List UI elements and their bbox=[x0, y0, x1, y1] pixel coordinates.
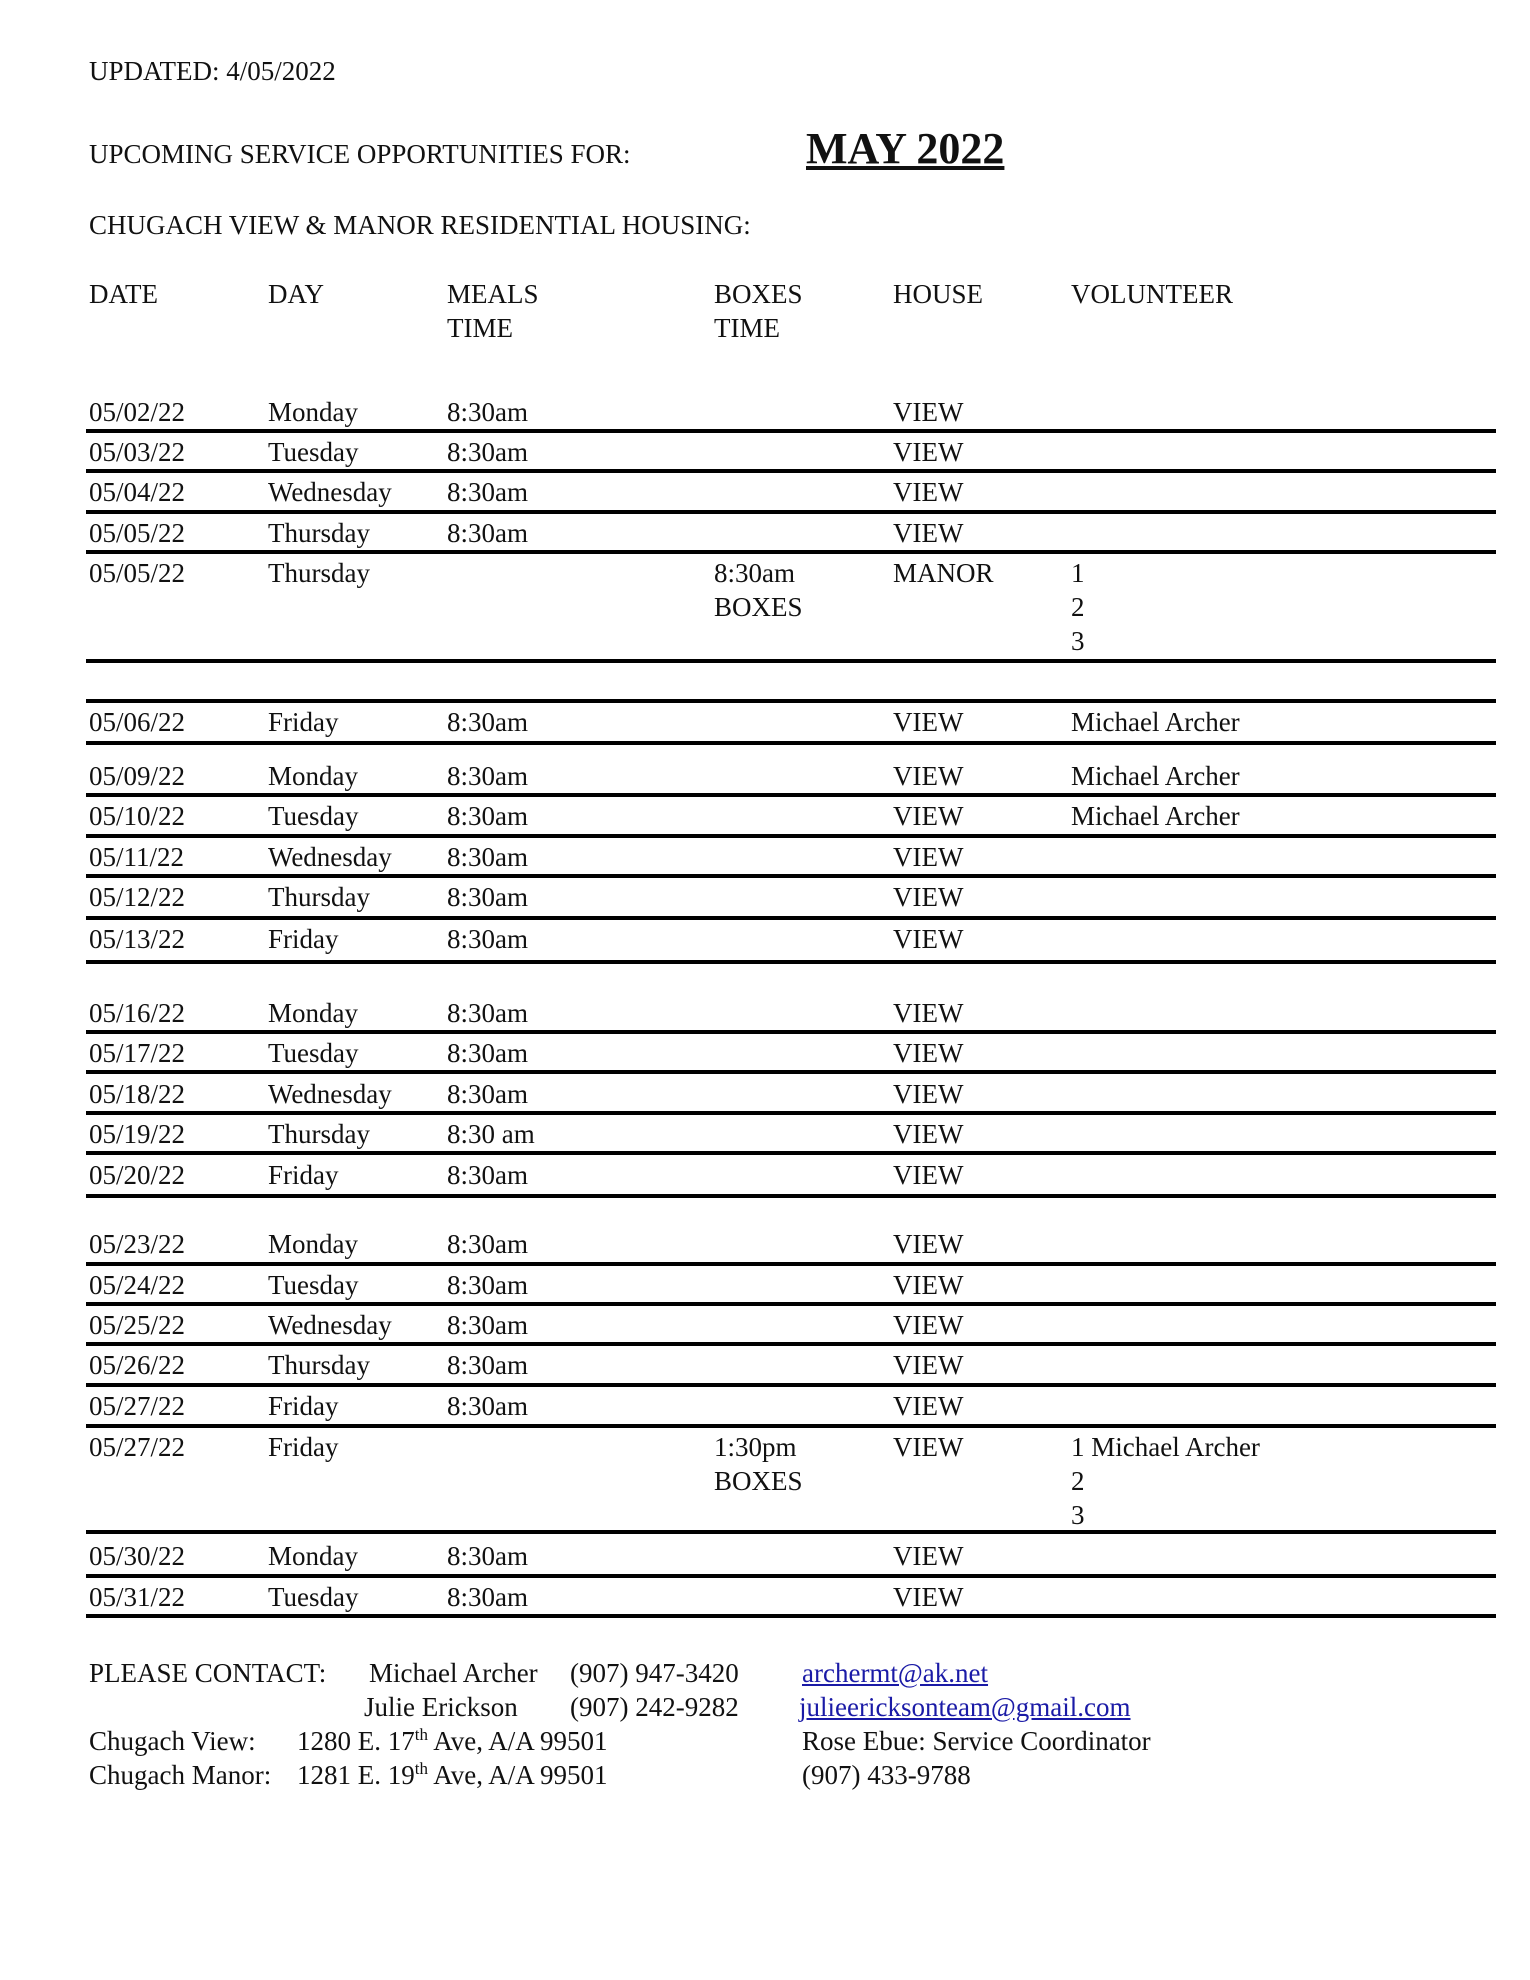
row-divider bbox=[86, 429, 1496, 433]
row-date: 05/16/22 bbox=[89, 998, 186, 1028]
updated-date: UPDATED: 4/05/2022 bbox=[89, 56, 336, 86]
header-date: DATE bbox=[89, 279, 158, 309]
row-house: VIEW bbox=[893, 1160, 964, 1190]
row-house: VIEW bbox=[893, 1432, 964, 1462]
row-day: Thursday bbox=[268, 558, 370, 588]
row-day: Monday bbox=[268, 397, 358, 427]
contact-label: PLEASE CONTACT: bbox=[89, 1658, 327, 1688]
row-date: 05/12/22 bbox=[89, 882, 186, 912]
row-date: 05/24/22 bbox=[89, 1270, 186, 1300]
row-house: VIEW bbox=[893, 1119, 964, 1149]
row-house: VIEW bbox=[893, 1582, 964, 1612]
row-house: VIEW bbox=[893, 1229, 964, 1259]
contact-phone-2: (907) 242-9282 bbox=[570, 1692, 739, 1722]
row-day: Tuesday bbox=[268, 801, 359, 831]
row-house: VIEW bbox=[893, 437, 964, 467]
row-divider bbox=[86, 1262, 1496, 1266]
header-day: DAY bbox=[268, 279, 325, 309]
row-volunteer: Michael Archer bbox=[1071, 707, 1240, 737]
row-house: VIEW bbox=[893, 1079, 964, 1109]
row-meals-time: 8:30am bbox=[447, 998, 528, 1028]
row-date: 05/17/22 bbox=[89, 1038, 186, 1068]
row-day: Tuesday bbox=[268, 1038, 359, 1068]
row-divider bbox=[86, 469, 1496, 473]
row-divider bbox=[86, 916, 1496, 920]
row-divider bbox=[86, 1424, 1496, 1428]
page-heading: UPCOMING SERVICE OPPORTUNITIES FOR: bbox=[89, 139, 631, 169]
row-date: 05/03/22 bbox=[89, 437, 186, 467]
row-meals-time: 8:30am bbox=[447, 801, 528, 831]
row-day: Friday bbox=[268, 924, 339, 954]
row-meals-time: 8:30am bbox=[447, 924, 528, 954]
row-day: Tuesday bbox=[268, 1582, 359, 1612]
row-divider bbox=[86, 550, 1496, 554]
row-meals-time: 8:30am bbox=[447, 518, 528, 548]
row-house: VIEW bbox=[893, 707, 964, 737]
row-house: VIEW bbox=[893, 518, 964, 548]
row-boxes-time: 1:30pm bbox=[714, 1432, 797, 1462]
row-date: 05/11/22 bbox=[89, 842, 185, 872]
row-divider bbox=[86, 960, 1496, 964]
view-address-label: Chugach View: bbox=[89, 1726, 256, 1756]
row-day: Friday bbox=[268, 1432, 339, 1462]
row-meals-time: 8:30am bbox=[447, 1160, 528, 1190]
row-day: Friday bbox=[268, 1160, 339, 1190]
row-date: 05/25/22 bbox=[89, 1310, 186, 1340]
row-divider bbox=[86, 1070, 1496, 1074]
row-date: 05/23/22 bbox=[89, 1229, 186, 1259]
row-date: 05/09/22 bbox=[89, 761, 186, 791]
row-meals-time: 8:30am bbox=[447, 1270, 528, 1300]
contact-email-1[interactable]: archermt@ak.net bbox=[802, 1658, 989, 1688]
row-divider bbox=[86, 510, 1496, 514]
row-house: VIEW bbox=[893, 801, 964, 831]
header-house: HOUSE bbox=[893, 279, 984, 309]
manor-address-label: Chugach Manor: bbox=[89, 1760, 272, 1790]
row-meals-time: 8:30am bbox=[447, 761, 528, 791]
row-date: 05/20/22 bbox=[89, 1160, 186, 1190]
row-meals-time: 8:30am bbox=[447, 1229, 528, 1259]
row-date: 05/05/22 bbox=[89, 518, 186, 548]
contact-email-2[interactable]: julieericksonteam@gmail.com bbox=[799, 1692, 1131, 1722]
location-heading: CHUGACH VIEW & MANOR RESIDENTIAL HOUSING: bbox=[89, 210, 751, 240]
row-day: Tuesday bbox=[268, 1270, 359, 1300]
row-day: Thursday bbox=[268, 1350, 370, 1380]
row-day: Thursday bbox=[268, 1119, 370, 1149]
row-divider bbox=[86, 1614, 1496, 1618]
volunteer-slot: 2 bbox=[1071, 592, 1085, 622]
row-divider bbox=[86, 1530, 1496, 1534]
header-boxes: BOXES bbox=[714, 279, 803, 309]
contact-phone-1: (907) 947-3420 bbox=[570, 1658, 739, 1688]
row-divider bbox=[86, 659, 1496, 663]
row-day: Monday bbox=[268, 998, 358, 1028]
row-date: 05/13/22 bbox=[89, 924, 186, 954]
row-house: VIEW bbox=[893, 924, 964, 954]
row-divider bbox=[86, 1342, 1496, 1346]
row-date: 05/19/22 bbox=[89, 1119, 186, 1149]
row-divider bbox=[86, 1111, 1496, 1115]
row-date: 05/26/22 bbox=[89, 1350, 186, 1380]
row-divider bbox=[86, 1194, 1496, 1198]
row-day: Tuesday bbox=[268, 437, 359, 467]
row-divider bbox=[86, 874, 1496, 878]
row-divider bbox=[86, 1151, 1496, 1155]
row-volunteer: Michael Archer bbox=[1071, 801, 1240, 831]
row-date: 05/06/22 bbox=[89, 707, 186, 737]
volunteer-slot: 3 bbox=[1071, 1500, 1085, 1530]
header-boxes-time: TIME bbox=[714, 313, 780, 343]
row-meals-time: 8:30am bbox=[447, 882, 528, 912]
row-date: 05/31/22 bbox=[89, 1582, 186, 1612]
row-meals-time: 8:30 am bbox=[447, 1119, 535, 1149]
row-meals-time: 8:30am bbox=[447, 477, 528, 507]
row-house: VIEW bbox=[893, 761, 964, 791]
row-meals-time: 8:30am bbox=[447, 1350, 528, 1380]
row-day: Monday bbox=[268, 1229, 358, 1259]
row-date: 05/30/22 bbox=[89, 1541, 186, 1571]
service-coordinator: Rose Ebue: Service Coordinator bbox=[802, 1726, 1151, 1756]
row-day: Friday bbox=[268, 1391, 339, 1421]
row-house: VIEW bbox=[893, 1391, 964, 1421]
row-house: VIEW bbox=[893, 1350, 964, 1380]
row-meals-time: 8:30am bbox=[447, 1541, 528, 1571]
row-meals-time: 8:30am bbox=[447, 437, 528, 467]
row-meals-time: 8:30am bbox=[447, 1391, 528, 1421]
row-date: 05/04/22 bbox=[89, 477, 186, 507]
row-house: VIEW bbox=[893, 998, 964, 1028]
row-day: Thursday bbox=[268, 882, 370, 912]
row-meals-time: 8:30am bbox=[447, 1582, 528, 1612]
row-boxes-time: BOXES bbox=[714, 592, 803, 622]
contact-name-2: Julie Erickson bbox=[364, 1692, 518, 1722]
row-meals-time: 8:30am bbox=[447, 707, 528, 737]
row-meals-time: 8:30am bbox=[447, 1038, 528, 1068]
row-day: Wednesday bbox=[268, 842, 392, 872]
row-day: Wednesday bbox=[268, 1310, 392, 1340]
row-house: VIEW bbox=[893, 1541, 964, 1571]
row-meals-time: 8:30am bbox=[447, 842, 528, 872]
row-volunteer: Michael Archer bbox=[1071, 761, 1240, 791]
row-house: VIEW bbox=[893, 1038, 964, 1068]
row-meals-time: 8:30am bbox=[447, 397, 528, 427]
row-date: 05/05/22 bbox=[89, 558, 186, 588]
row-date: 05/27/22 bbox=[89, 1432, 186, 1462]
header-volunteer: VOLUNTEER bbox=[1071, 279, 1233, 309]
row-house: MANOR bbox=[893, 558, 994, 588]
row-divider bbox=[86, 699, 1496, 703]
row-divider bbox=[86, 1383, 1496, 1387]
row-boxes-time: BOXES bbox=[714, 1466, 803, 1496]
row-date: 05/27/22 bbox=[89, 1391, 186, 1421]
row-divider bbox=[86, 741, 1496, 745]
manor-address: 1281 E. 19th Ave, A/A 99501 bbox=[297, 1759, 608, 1790]
volunteer-slot: 1 bbox=[1071, 558, 1085, 588]
header-meals-time: TIME bbox=[447, 313, 513, 343]
row-divider bbox=[86, 1302, 1496, 1306]
row-divider bbox=[86, 1574, 1496, 1578]
contact-name-1: Michael Archer bbox=[369, 1658, 538, 1688]
row-day: Wednesday bbox=[268, 477, 392, 507]
row-divider bbox=[86, 1030, 1496, 1034]
volunteer-slot: 1 Michael Archer bbox=[1071, 1432, 1260, 1462]
volunteer-slot: 3 bbox=[1071, 626, 1085, 656]
row-meals-time: 8:30am bbox=[447, 1310, 528, 1340]
coordinator-phone: (907) 433-9788 bbox=[802, 1760, 971, 1790]
row-date: 05/18/22 bbox=[89, 1079, 186, 1109]
header-meals: MEALS bbox=[447, 279, 539, 309]
view-address: 1280 E. 17th Ave, A/A 99501 bbox=[297, 1725, 608, 1756]
row-house: VIEW bbox=[893, 882, 964, 912]
row-date: 05/10/22 bbox=[89, 801, 186, 831]
row-meals-time: 8:30am bbox=[447, 1079, 528, 1109]
row-day: Thursday bbox=[268, 518, 370, 548]
row-day: Monday bbox=[268, 1541, 358, 1571]
row-house: VIEW bbox=[893, 397, 964, 427]
row-divider bbox=[86, 793, 1496, 797]
row-day: Monday bbox=[268, 761, 358, 791]
row-divider bbox=[86, 834, 1496, 838]
row-house: VIEW bbox=[893, 842, 964, 872]
volunteer-slot: 2 bbox=[1071, 1466, 1085, 1496]
row-day: Wednesday bbox=[268, 1079, 392, 1109]
row-house: VIEW bbox=[893, 1270, 964, 1300]
row-house: VIEW bbox=[893, 1310, 964, 1340]
month-title: MAY 2022 bbox=[806, 124, 1005, 173]
row-date: 05/02/22 bbox=[89, 397, 186, 427]
row-boxes-time: 8:30am bbox=[714, 558, 795, 588]
row-day: Friday bbox=[268, 707, 339, 737]
row-house: VIEW bbox=[893, 477, 964, 507]
